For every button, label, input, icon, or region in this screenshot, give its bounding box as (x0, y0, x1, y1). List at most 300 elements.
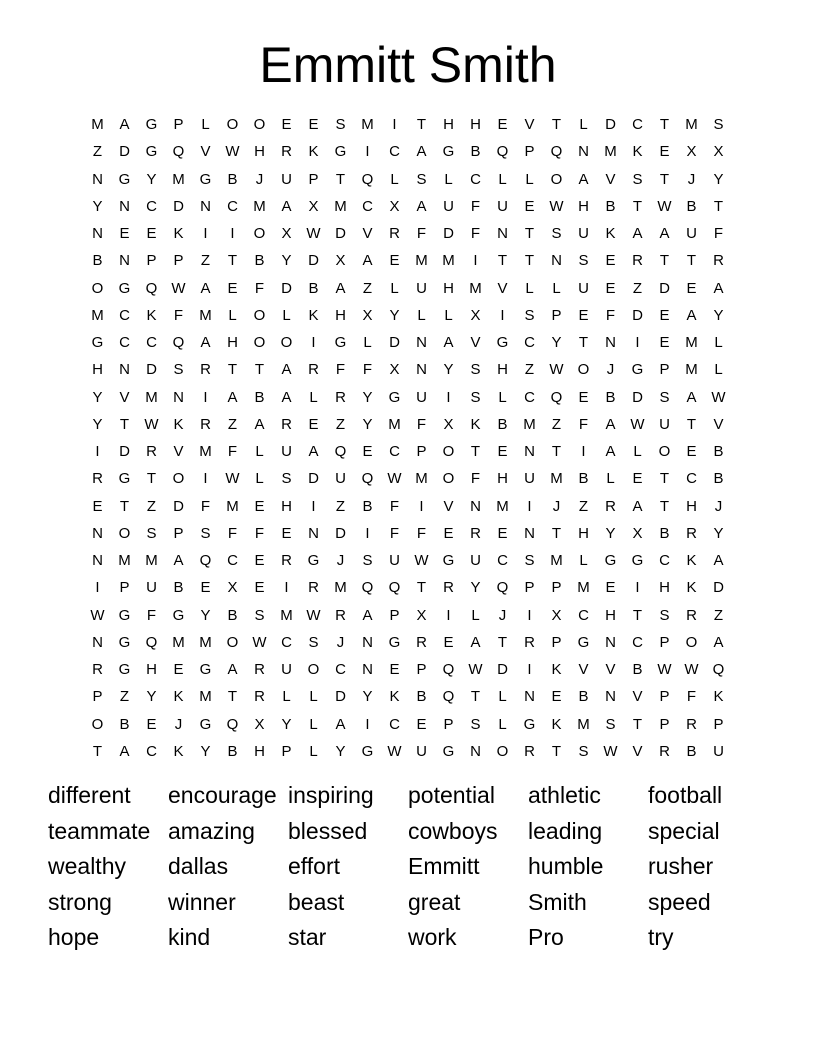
grid-letter[interactable]: H (659, 579, 670, 597)
grid-letter[interactable]: A (335, 715, 346, 733)
grid-letter[interactable]: R (389, 225, 400, 243)
grid-letter[interactable]: J (498, 606, 507, 624)
grid-letter[interactable]: O (118, 524, 131, 542)
grid-letter[interactable]: I (446, 388, 451, 406)
grid-letter[interactable]: D (605, 116, 616, 134)
grid-letter[interactable]: O (91, 715, 104, 733)
grid-letter[interactable]: Y (713, 170, 724, 188)
grid-letter[interactable]: E (200, 579, 211, 597)
grid-letter[interactable]: L (309, 388, 318, 406)
grid-letter[interactable]: F (416, 225, 427, 243)
grid-letter[interactable]: E (497, 116, 508, 134)
grid-letter[interactable]: W (171, 279, 186, 297)
grid-letter[interactable]: I (365, 143, 370, 161)
grid-letter[interactable]: U (416, 388, 427, 406)
grid-letter[interactable]: U (713, 742, 724, 760)
grid-letter[interactable]: W (387, 470, 402, 488)
grid-letter[interactable]: H (578, 524, 589, 542)
grid-letter[interactable]: J (606, 361, 615, 379)
grid-letter[interactable]: K (686, 579, 697, 597)
grid-letter[interactable]: Z (335, 497, 346, 515)
grid-letter[interactable]: C (119, 334, 130, 352)
grid-letter[interactable]: Y (713, 524, 724, 542)
grid-letter[interactable]: I (446, 606, 451, 624)
grid-letter[interactable]: Y (335, 742, 346, 760)
grid-letter[interactable]: F (362, 361, 373, 379)
grid-letter[interactable]: E (146, 225, 157, 243)
grid-letter[interactable]: T (227, 688, 238, 706)
grid-letter[interactable]: X (686, 143, 697, 161)
grid-letter[interactable]: G (307, 552, 320, 570)
grid-letter[interactable]: E (659, 306, 670, 324)
grid-letter[interactable]: M (145, 552, 158, 570)
grid-letter[interactable]: F (470, 470, 481, 488)
grid-letter[interactable]: E (605, 252, 616, 270)
grid-letter[interactable]: B (605, 197, 616, 215)
grid-letter[interactable]: Z (551, 415, 562, 433)
grid-letter[interactable]: C (146, 197, 157, 215)
grid-letter[interactable]: E (605, 579, 616, 597)
grid-letter[interactable]: A (200, 279, 211, 297)
grid-letter[interactable]: N (92, 170, 103, 188)
grid-letter[interactable]: V (632, 742, 643, 760)
grid-letter[interactable]: X (389, 197, 400, 215)
grid-letter[interactable]: A (416, 143, 427, 161)
grid-letter[interactable]: A (362, 606, 373, 624)
grid-letter[interactable]: S (578, 742, 589, 760)
grid-letter[interactable]: L (498, 715, 507, 733)
grid-letter[interactable]: P (524, 143, 535, 161)
grid-letter[interactable]: G (118, 633, 131, 651)
grid-letter[interactable]: F (389, 497, 400, 515)
grid-letter[interactable]: V (713, 415, 724, 433)
grid-letter[interactable]: S (470, 388, 481, 406)
grid-letter[interactable]: J (174, 715, 183, 733)
grid-letter[interactable]: K (632, 143, 643, 161)
grid-letter[interactable]: G (442, 742, 455, 760)
grid-letter[interactable]: G (91, 334, 104, 352)
grid-letter[interactable]: E (443, 524, 454, 542)
grid-letter[interactable]: T (119, 497, 130, 515)
grid-letter[interactable]: S (362, 552, 373, 570)
grid-letter[interactable]: N (308, 524, 319, 542)
grid-letter[interactable]: U (281, 661, 292, 679)
grid-letter[interactable]: U (389, 552, 400, 570)
grid-letter[interactable]: I (635, 579, 640, 597)
grid-letter[interactable]: Q (712, 661, 725, 679)
grid-letter[interactable]: B (578, 688, 589, 706)
grid-letter[interactable]: T (578, 334, 589, 352)
grid-letter[interactable]: F (578, 415, 589, 433)
grid-letter[interactable]: F (146, 606, 157, 624)
grid-letter[interactable]: W (630, 415, 645, 433)
grid-letter[interactable]: N (200, 197, 211, 215)
grid-letter[interactable]: D (335, 225, 346, 243)
grid-letter[interactable]: T (524, 252, 535, 270)
grid-letter[interactable]: C (389, 143, 400, 161)
grid-letter[interactable]: N (497, 225, 508, 243)
grid-letter[interactable]: A (686, 388, 697, 406)
grid-letter[interactable]: T (659, 470, 670, 488)
grid-letter[interactable]: Q (172, 334, 185, 352)
grid-letter[interactable]: R (281, 415, 292, 433)
grid-letter[interactable]: T (146, 470, 157, 488)
grid-letter[interactable]: B (227, 170, 238, 188)
grid-letter[interactable]: L (201, 116, 210, 134)
grid-letter[interactable]: E (605, 279, 616, 297)
grid-letter[interactable]: A (227, 661, 238, 679)
grid-letter[interactable]: Z (227, 415, 238, 433)
grid-letter[interactable]: B (308, 279, 319, 297)
grid-letter[interactable]: Y (146, 170, 157, 188)
grid-letter[interactable]: T (470, 688, 481, 706)
grid-letter[interactable]: W (306, 225, 321, 243)
grid-letter[interactable]: M (442, 252, 455, 270)
grid-letter[interactable]: Q (226, 715, 239, 733)
grid-letter[interactable]: D (713, 579, 724, 597)
grid-letter[interactable]: D (173, 497, 184, 515)
grid-letter[interactable]: V (119, 388, 130, 406)
grid-letter[interactable]: E (551, 688, 562, 706)
grid-letter[interactable]: T (632, 606, 643, 624)
grid-letter[interactable]: P (173, 524, 184, 542)
grid-letter[interactable]: Q (334, 443, 347, 461)
grid-letter[interactable]: R (200, 361, 211, 379)
grid-letter[interactable]: X (227, 579, 238, 597)
grid-letter[interactable]: L (552, 279, 561, 297)
grid-letter[interactable]: A (227, 388, 238, 406)
grid-letter[interactable]: H (146, 661, 157, 679)
grid-letter[interactable]: F (227, 443, 238, 461)
grid-letter[interactable]: L (228, 306, 237, 324)
grid-letter[interactable]: E (119, 225, 130, 243)
grid-letter[interactable]: X (713, 143, 724, 161)
grid-letter[interactable]: D (335, 524, 346, 542)
grid-letter[interactable]: W (711, 388, 726, 406)
grid-letter[interactable]: Y (200, 742, 211, 760)
grid-letter[interactable]: N (92, 225, 103, 243)
grid-letter[interactable]: S (470, 361, 481, 379)
grid-letter[interactable]: B (632, 661, 643, 679)
grid-letter[interactable]: U (524, 470, 535, 488)
grid-letter[interactable]: T (686, 415, 697, 433)
grid-letter[interactable]: E (416, 715, 427, 733)
grid-letter[interactable]: M (685, 361, 698, 379)
grid-letter[interactable]: M (577, 579, 590, 597)
grid-letter[interactable]: P (524, 579, 535, 597)
grid-letter[interactable]: Y (362, 388, 373, 406)
grid-letter[interactable]: I (203, 388, 208, 406)
grid-letter[interactable]: Z (119, 688, 130, 706)
grid-letter[interactable]: I (500, 306, 505, 324)
grid-letter[interactable]: E (389, 661, 400, 679)
grid-letter[interactable]: K (470, 415, 481, 433)
grid-letter[interactable]: N (605, 633, 616, 651)
grid-letter[interactable]: M (334, 197, 347, 215)
grid-letter[interactable]: T (119, 415, 130, 433)
grid-letter[interactable]: T (551, 116, 562, 134)
grid-letter[interactable]: K (173, 688, 184, 706)
grid-letter[interactable]: M (415, 252, 428, 270)
grid-letter[interactable]: X (443, 415, 454, 433)
grid-letter[interactable]: H (254, 143, 265, 161)
grid-letter[interactable]: A (686, 306, 697, 324)
grid-letter[interactable]: M (199, 443, 212, 461)
grid-letter[interactable]: P (551, 633, 562, 651)
grid-letter[interactable]: Z (578, 497, 589, 515)
grid-letter[interactable]: X (416, 606, 427, 624)
grid-letter[interactable]: K (173, 742, 184, 760)
grid-letter[interactable]: G (118, 170, 131, 188)
grid-letter[interactable]: C (227, 197, 238, 215)
grid-letter[interactable]: R (470, 524, 481, 542)
grid-letter[interactable]: N (92, 552, 103, 570)
grid-letter[interactable]: N (119, 197, 130, 215)
grid-letter[interactable]: L (309, 742, 318, 760)
grid-letter[interactable]: N (119, 252, 130, 270)
grid-letter[interactable]: I (527, 661, 532, 679)
grid-letter[interactable]: M (550, 470, 563, 488)
grid-letter[interactable]: F (335, 361, 346, 379)
grid-letter[interactable]: T (92, 742, 103, 760)
grid-letter[interactable]: C (470, 170, 481, 188)
grid-letter[interactable]: U (443, 197, 454, 215)
grid-letter[interactable]: T (551, 524, 562, 542)
grid-letter[interactable]: B (119, 715, 130, 733)
grid-letter[interactable]: D (443, 225, 454, 243)
grid-letter[interactable]: E (227, 279, 238, 297)
grid-letter[interactable]: S (605, 715, 616, 733)
grid-letter[interactable]: S (146, 524, 157, 542)
grid-letter[interactable]: T (227, 252, 238, 270)
grid-letter[interactable]: U (416, 742, 427, 760)
grid-letter[interactable]: E (308, 415, 319, 433)
grid-letter[interactable]: M (172, 633, 185, 651)
grid-letter[interactable]: B (362, 497, 373, 515)
grid-letter[interactable]: R (713, 252, 724, 270)
grid-letter[interactable]: L (444, 306, 453, 324)
grid-letter[interactable]: I (95, 443, 100, 461)
grid-letter[interactable]: S (416, 170, 427, 188)
grid-letter[interactable]: I (311, 497, 316, 515)
grid-letter[interactable]: I (203, 225, 208, 243)
grid-letter[interactable]: A (362, 252, 373, 270)
grid-letter[interactable]: X (470, 306, 481, 324)
grid-letter[interactable]: X (308, 197, 319, 215)
grid-letter[interactable]: D (632, 306, 643, 324)
grid-letter[interactable]: X (632, 524, 643, 542)
grid-letter[interactable]: X (389, 361, 400, 379)
grid-letter[interactable]: G (145, 116, 158, 134)
grid-letter[interactable]: S (254, 606, 265, 624)
grid-letter[interactable]: Q (361, 170, 374, 188)
grid-letter[interactable]: O (442, 443, 455, 461)
grid-letter[interactable]: U (281, 443, 292, 461)
grid-letter[interactable]: L (606, 470, 615, 488)
grid-letter[interactable]: A (335, 279, 346, 297)
grid-letter[interactable]: S (524, 306, 535, 324)
grid-letter[interactable]: P (713, 715, 724, 733)
grid-letter[interactable]: D (497, 661, 508, 679)
grid-letter[interactable]: Q (172, 143, 185, 161)
grid-letter[interactable]: Y (92, 197, 103, 215)
grid-letter[interactable]: N (524, 443, 535, 461)
grid-letter[interactable]: V (362, 225, 373, 243)
grid-letter[interactable]: T (497, 633, 508, 651)
grid-letter[interactable]: X (335, 252, 346, 270)
grid-letter[interactable]: O (658, 443, 671, 461)
grid-letter[interactable]: N (119, 361, 130, 379)
grid-letter[interactable]: F (227, 524, 238, 542)
grid-letter[interactable]: R (308, 579, 319, 597)
grid-letter[interactable]: X (362, 306, 373, 324)
grid-letter[interactable]: K (551, 715, 562, 733)
grid-letter[interactable]: C (632, 633, 643, 651)
grid-letter[interactable]: U (281, 170, 292, 188)
grid-letter[interactable]: O (685, 633, 698, 651)
grid-letter[interactable]: L (309, 688, 318, 706)
grid-letter[interactable]: G (577, 633, 590, 651)
grid-letter[interactable]: N (524, 524, 535, 542)
grid-letter[interactable]: H (335, 306, 346, 324)
grid-letter[interactable]: R (146, 443, 157, 461)
grid-letter[interactable]: Q (145, 633, 158, 651)
grid-letter[interactable]: R (200, 415, 211, 433)
grid-letter[interactable]: Y (92, 388, 103, 406)
grid-letter[interactable]: I (473, 252, 478, 270)
grid-letter[interactable]: E (659, 334, 670, 352)
grid-letter[interactable]: G (523, 715, 536, 733)
grid-letter[interactable]: E (281, 524, 292, 542)
grid-letter[interactable]: A (281, 388, 292, 406)
grid-letter[interactable]: C (578, 606, 589, 624)
grid-letter[interactable]: R (605, 497, 616, 515)
grid-letter[interactable]: M (334, 579, 347, 597)
grid-letter[interactable]: U (497, 197, 508, 215)
grid-letter[interactable]: M (604, 143, 617, 161)
grid-letter[interactable]: T (497, 252, 508, 270)
grid-letter[interactable]: V (443, 497, 454, 515)
grid-letter[interactable]: V (200, 143, 211, 161)
grid-letter[interactable]: G (361, 742, 374, 760)
grid-letter[interactable]: C (335, 661, 346, 679)
grid-letter[interactable]: P (551, 579, 562, 597)
grid-letter[interactable]: H (578, 197, 589, 215)
grid-letter[interactable]: A (254, 415, 265, 433)
grid-letter[interactable]: Y (470, 579, 481, 597)
grid-letter[interactable]: Z (362, 279, 373, 297)
grid-letter[interactable]: I (635, 334, 640, 352)
grid-letter[interactable]: R (686, 606, 697, 624)
grid-letter[interactable]: C (362, 197, 373, 215)
grid-letter[interactable]: V (632, 688, 643, 706)
grid-letter[interactable]: I (392, 116, 397, 134)
grid-letter[interactable]: U (578, 279, 589, 297)
grid-letter[interactable]: E (254, 497, 265, 515)
grid-letter[interactable]: Y (389, 306, 400, 324)
grid-letter[interactable]: M (199, 633, 212, 651)
grid-letter[interactable]: O (442, 470, 455, 488)
grid-letter[interactable]: N (416, 361, 427, 379)
grid-letter[interactable]: U (686, 225, 697, 243)
grid-letter[interactable]: G (631, 361, 644, 379)
grid-letter[interactable]: P (443, 715, 454, 733)
grid-letter[interactable]: B (686, 742, 697, 760)
grid-letter[interactable]: R (308, 361, 319, 379)
grid-letter[interactable]: V (497, 279, 508, 297)
grid-letter[interactable]: P (92, 688, 103, 706)
grid-letter[interactable]: Q (550, 388, 563, 406)
grid-letter[interactable]: K (605, 225, 616, 243)
grid-letter[interactable]: R (92, 661, 103, 679)
grid-letter[interactable]: E (308, 116, 319, 134)
grid-letter[interactable]: L (282, 306, 291, 324)
grid-letter[interactable]: H (470, 116, 481, 134)
grid-letter[interactable]: W (657, 197, 672, 215)
grid-letter[interactable]: D (173, 197, 184, 215)
grid-letter[interactable]: Y (146, 688, 157, 706)
grid-letter[interactable]: H (281, 497, 292, 515)
grid-letter[interactable]: P (416, 661, 427, 679)
grid-letter[interactable]: G (118, 279, 131, 297)
grid-letter[interactable]: Y (551, 334, 562, 352)
grid-letter[interactable]: B (227, 606, 238, 624)
grid-letter[interactable]: R (524, 742, 535, 760)
grid-letter[interactable]: N (605, 688, 616, 706)
grid-letter[interactable]: W (684, 661, 699, 679)
grid-letter[interactable]: Q (145, 279, 158, 297)
grid-letter[interactable]: M (388, 415, 401, 433)
grid-letter[interactable]: H (254, 742, 265, 760)
grid-letter[interactable]: L (444, 170, 453, 188)
grid-letter[interactable]: N (92, 524, 103, 542)
grid-letter[interactable]: F (713, 225, 724, 243)
grid-letter[interactable]: M (685, 334, 698, 352)
grid-letter[interactable]: J (552, 497, 561, 515)
grid-letter[interactable]: Q (361, 579, 374, 597)
grid-letter[interactable]: T (713, 197, 724, 215)
grid-letter[interactable]: P (416, 443, 427, 461)
grid-letter[interactable]: B (713, 443, 724, 461)
grid-letter[interactable]: F (416, 415, 427, 433)
grid-letter[interactable]: B (659, 524, 670, 542)
grid-letter[interactable]: M (253, 197, 266, 215)
grid-letter[interactable]: X (281, 225, 292, 243)
grid-letter[interactable]: A (632, 225, 643, 243)
grid-letter[interactable]: L (282, 688, 291, 706)
grid-letter[interactable]: E (497, 443, 508, 461)
grid-letter[interactable]: J (336, 633, 345, 651)
grid-letter[interactable]: E (92, 497, 103, 515)
grid-letter[interactable]: I (419, 497, 424, 515)
grid-letter[interactable]: A (713, 633, 724, 651)
grid-letter[interactable]: D (308, 252, 319, 270)
grid-letter[interactable]: W (306, 606, 321, 624)
grid-letter[interactable]: G (145, 143, 158, 161)
grid-letter[interactable]: W (414, 552, 429, 570)
grid-letter[interactable]: T (524, 225, 535, 243)
grid-letter[interactable]: A (416, 197, 427, 215)
grid-letter[interactable]: O (91, 279, 104, 297)
grid-letter[interactable]: G (442, 552, 455, 570)
grid-letter[interactable]: G (199, 170, 212, 188)
grid-letter[interactable]: K (551, 661, 562, 679)
grid-letter[interactable]: O (550, 170, 563, 188)
grid-letter[interactable]: E (524, 197, 535, 215)
grid-letter[interactable]: L (255, 470, 264, 488)
grid-letter[interactable]: F (200, 497, 211, 515)
grid-letter[interactable]: G (388, 388, 401, 406)
